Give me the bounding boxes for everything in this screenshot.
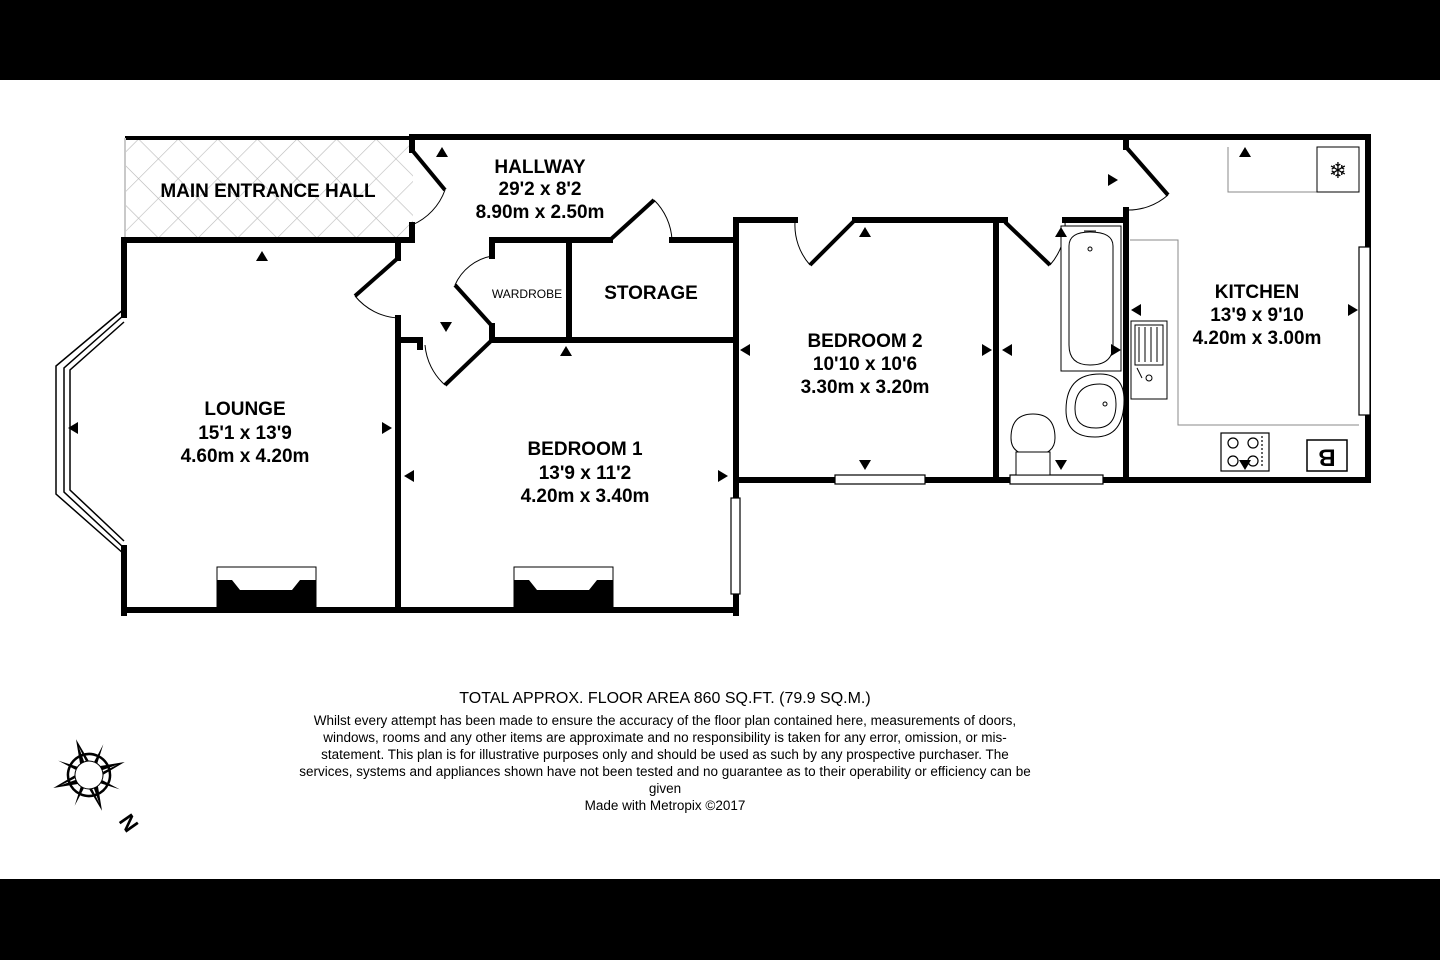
hallway-name: HALLWAY [494,157,586,178]
compass-icon [40,726,137,823]
kitchen-name: KITCHEN [1214,282,1300,303]
snowflake-icon: ❄ [1328,158,1348,183]
disclaimer-text: Whilst every attempt has been made to ensure the accuracy of the floor plan contained here, measurements of doors, windows, rooms and any other items are approximate and no responsibility is taken for any error, omission, or mis-statement. This plan is for illustrative purposes only and should be used as such by any prospective purchaser. The services, systems and appliances shown have not been tested and no guarantee as to their operability or efficiency can be given [299,713,1031,796]
bedroom1-dim-metric: 4.20m x 3.40m [520,486,650,507]
kitchen-dim-imperial: 13'9 x 9'10 [1210,305,1304,326]
total-floor-area: TOTAL APPROX. FLOOR AREA 860 SQ.FT. (79.9 SQ.M.) [459,690,871,707]
bedroom1-dim-imperial: 13'9 x 11'2 [538,463,632,484]
sink-icon [1131,321,1167,399]
hallway-dim-metric: 8.90m x 2.50m [475,202,605,223]
svg-text:B: B [1318,443,1336,471]
washbasin-icon [1066,374,1124,437]
bedroom2-name: BEDROOM 2 [807,331,923,352]
doors [355,147,1168,385]
wardrobe-label: WARDROBE [491,287,563,301]
compass-north-label: N [113,809,144,837]
kitchen-dim-metric: 4.20m x 3.00m [1192,328,1322,349]
lounge-fireplace [217,567,316,607]
boiler-icon [1307,440,1347,471]
fridge-freezer [1317,147,1359,192]
toilet-icon [1011,414,1055,475]
lounge-bay-window [56,309,124,554]
hallway-dim-imperial: 29'2 x 8'2 [498,179,582,200]
bedroom2-dim-imperial: 10'10 x 10'6 [812,354,918,375]
storage-label: STORAGE [604,283,698,304]
lounge-dim-metric: 4.60m x 4.20m [180,446,310,467]
lounge-dim-imperial: 15'1 x 13'9 [198,423,292,444]
made-with-credit: Made with Metropix ©2017 [584,798,746,813]
main-entrance-hall-label: MAIN ENTRANCE HALL [160,181,376,202]
floor-plan-footer [299,690,1031,814]
bedroom1-name: BEDROOM 1 [527,439,643,460]
bedroom1-fireplace [514,567,613,607]
lounge-name: LOUNGE [204,399,286,420]
bedroom2-dim-metric: 3.30m x 3.20m [800,377,930,398]
